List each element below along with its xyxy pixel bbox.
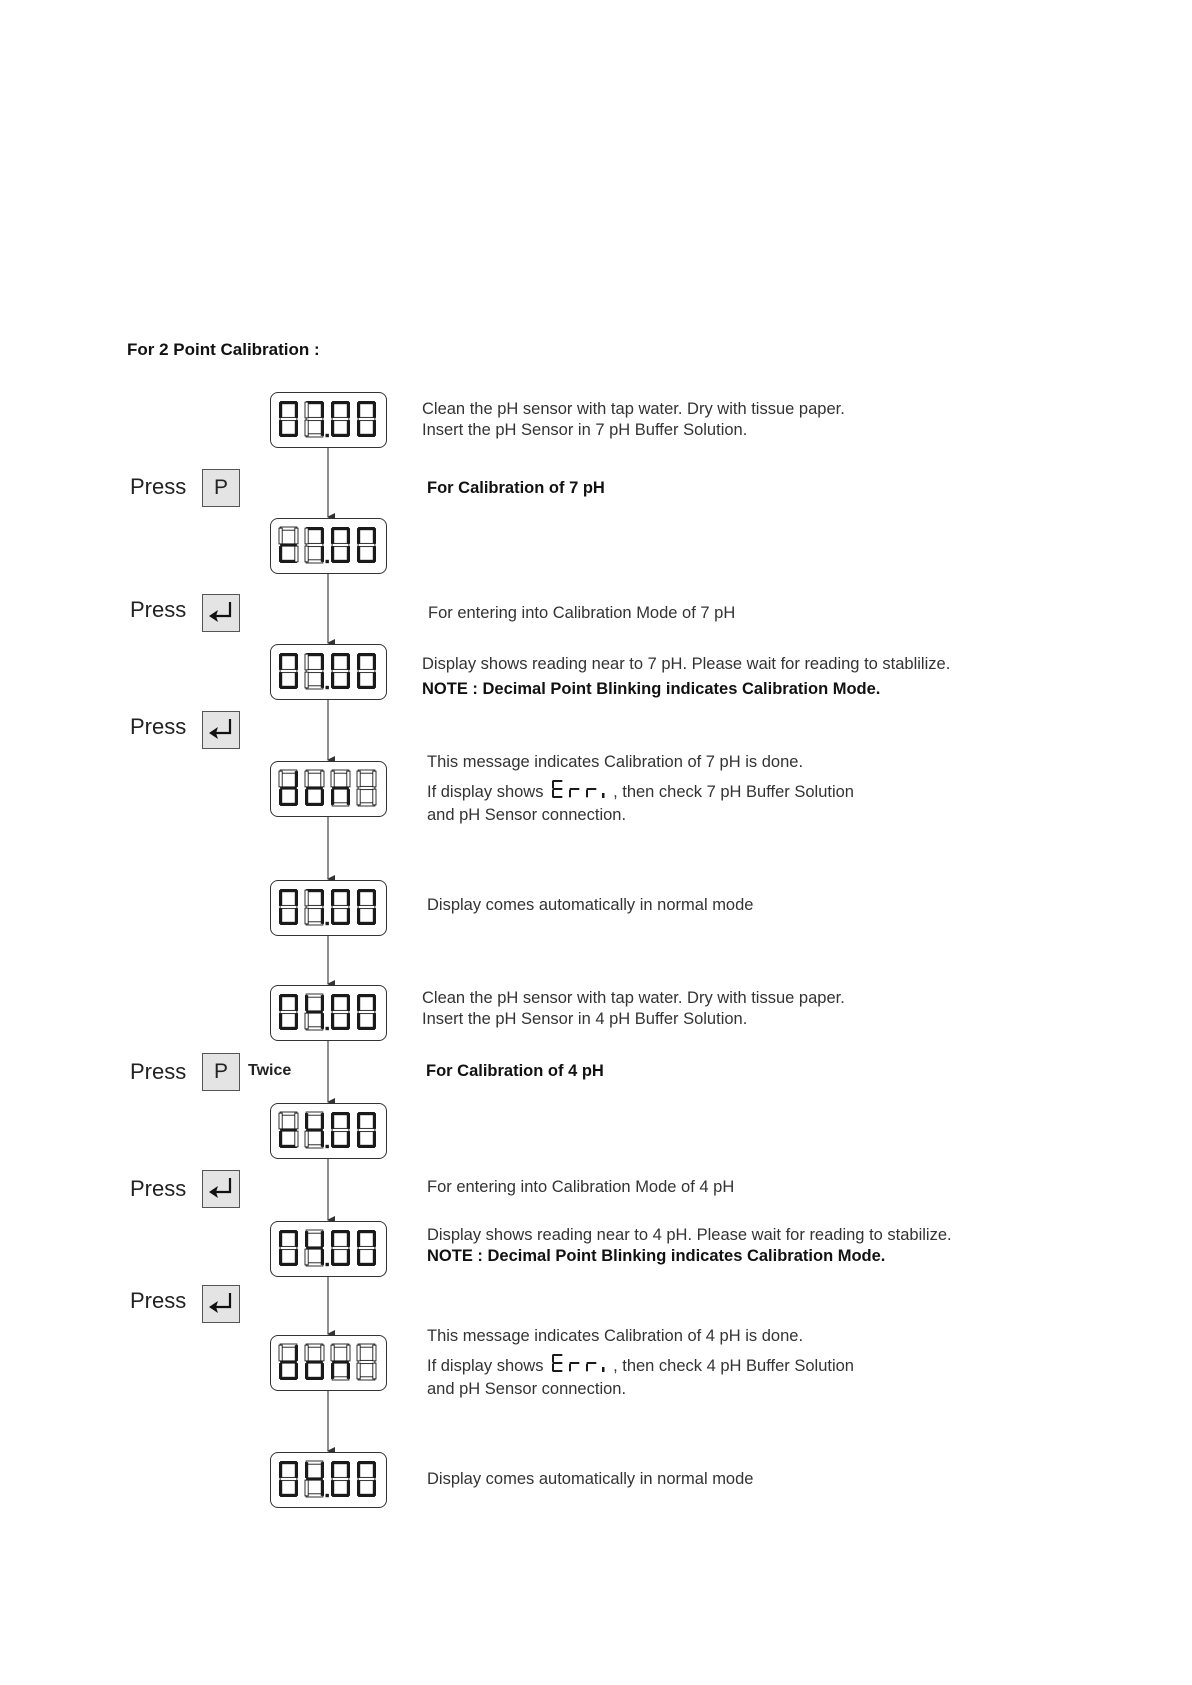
step-instruction-clean-7: Clean the pH sensor with tap water. Dry with tissue paper. Insert the pH Sensor in 7 pH Buffer Solution. (422, 400, 845, 439)
err-code-icon (550, 779, 610, 805)
enter-arrow-icon (206, 1175, 236, 1203)
lcd-decimal-point (326, 1494, 329, 1497)
lcd-digit (279, 994, 298, 1030)
lcd-digit (331, 770, 350, 806)
lcd-digit (331, 653, 350, 689)
lcd-digit (305, 653, 324, 689)
err-digit (569, 788, 579, 797)
lcd-decimal-point (326, 434, 329, 437)
lcd-decimal-point (326, 1027, 329, 1030)
lcd-digit (357, 1230, 376, 1266)
step-instruction-clean-4: Clean the pH sensor with tap water. Dry with tissue paper. Insert the pH Sensor in 4 pH Buffer Solution. (422, 989, 845, 1028)
lcd-display-7 (270, 1103, 387, 1159)
lcd-digit (331, 1230, 350, 1266)
lcd-digit (331, 1344, 350, 1380)
lcd-digit (279, 1230, 298, 1266)
step-reading-7: Display shows reading near to 7 pH. Please wait for reading to stablilize. NOTE : Decimal Point Blinking indicates Calibration Mode. (422, 655, 951, 698)
lcd-digit (357, 1112, 376, 1148)
enter-arrow-icon (206, 716, 236, 744)
lcd-digit (279, 653, 298, 689)
step-normal-4: Display comes automatically in normal mode (427, 1470, 754, 1488)
lcd-digit (305, 994, 324, 1030)
lcd-digit (279, 889, 298, 925)
step-done-7: This message indicates Calibration of 7 pH is done. If display shows , then check 7 pH Buffer Solution and pH Sensor connection. (427, 753, 854, 824)
press-label: Press (130, 474, 187, 499)
enter-key-icon (202, 1285, 240, 1323)
step-heading-cal-4: For Calibration of 4 pH (426, 1062, 604, 1080)
lcd-display-1 (270, 392, 387, 448)
press-label: Press (130, 1288, 187, 1313)
lcd-decimal-point (326, 1263, 329, 1266)
lcd-digit (305, 1230, 324, 1266)
lcd-digit (357, 1461, 376, 1497)
lcd-digit (357, 653, 376, 689)
press-label: Press (130, 714, 187, 739)
lcd-display-2 (270, 518, 387, 574)
err-digit (586, 788, 596, 797)
lcd-digit (305, 1112, 324, 1148)
press-label: Press (130, 1176, 187, 1201)
lcd-digit (357, 1344, 376, 1380)
lcd-display-3 (270, 644, 387, 700)
step-enter-mode-4: For entering into Calibration Mode of 4 pH (427, 1178, 735, 1196)
step-done-4: This message indicates Calibration of 4 pH is done. If display shows , then check 4 pH Buffer Solution and pH Sensor connection. (427, 1327, 854, 1398)
press-label: Press (130, 597, 187, 622)
p-key: P (202, 469, 240, 507)
lcd-digit (331, 889, 350, 925)
page-title: For 2 Point Calibration : (127, 340, 320, 359)
err-digit (569, 1362, 579, 1371)
lcd-decimal-point (326, 560, 329, 563)
lcd-digit (305, 889, 324, 925)
lcd-display-6 (270, 985, 387, 1041)
enter-key-icon (202, 711, 240, 749)
err-code-icon (550, 1353, 610, 1379)
step-heading-cal-7: For Calibration of 7 pH (427, 479, 605, 497)
lcd-digit (357, 527, 376, 563)
lcd-digit (331, 401, 350, 437)
lcd-display-9 (270, 1335, 387, 1391)
lcd-digit (357, 994, 376, 1030)
err-digit (552, 1354, 562, 1372)
enter-key-icon (202, 594, 240, 632)
twice-label: Twice (248, 1062, 292, 1079)
step-enter-mode-7: For entering into Calibration Mode of 7 pH (428, 604, 736, 622)
lcd-display-4 (270, 761, 387, 817)
lcd-digit (279, 1112, 298, 1148)
lcd-digit (357, 770, 376, 806)
err-digit (586, 1362, 596, 1371)
lcd-digit (279, 1461, 298, 1497)
lcd-digit (331, 994, 350, 1030)
p-key: P (202, 1053, 240, 1091)
lcd-digit (279, 770, 298, 806)
enter-arrow-icon (206, 599, 236, 627)
enter-arrow-icon (206, 1290, 236, 1318)
lcd-digit (279, 401, 298, 437)
enter-key-icon (202, 1170, 240, 1208)
step-normal-7: Display comes automatically in normal mode (427, 896, 754, 914)
err-digit (552, 780, 562, 798)
lcd-digit (279, 1344, 298, 1380)
lcd-digit (331, 1461, 350, 1497)
press-label: Press (130, 1059, 187, 1084)
lcd-display-10 (270, 1452, 387, 1508)
lcd-digit (305, 1461, 324, 1497)
lcd-decimal-point (326, 1145, 329, 1148)
lcd-digit (305, 770, 324, 806)
lcd-digit (305, 1344, 324, 1380)
lcd-digit (357, 401, 376, 437)
lcd-decimal-point (326, 922, 329, 925)
lcd-digit (331, 1112, 350, 1148)
step-reading-4: Display shows reading near to 4 pH. Please wait for reading to stabilize. NOTE : Decimal Point Blinking indicates Calibration Mode. (427, 1226, 952, 1265)
lcd-digit (279, 527, 298, 563)
lcd-display-8 (270, 1221, 387, 1277)
lcd-digit (305, 401, 324, 437)
lcd-digit (305, 527, 324, 563)
lcd-display-5 (270, 880, 387, 936)
lcd-digit (357, 889, 376, 925)
lcd-decimal-point (326, 686, 329, 689)
lcd-digit (331, 527, 350, 563)
